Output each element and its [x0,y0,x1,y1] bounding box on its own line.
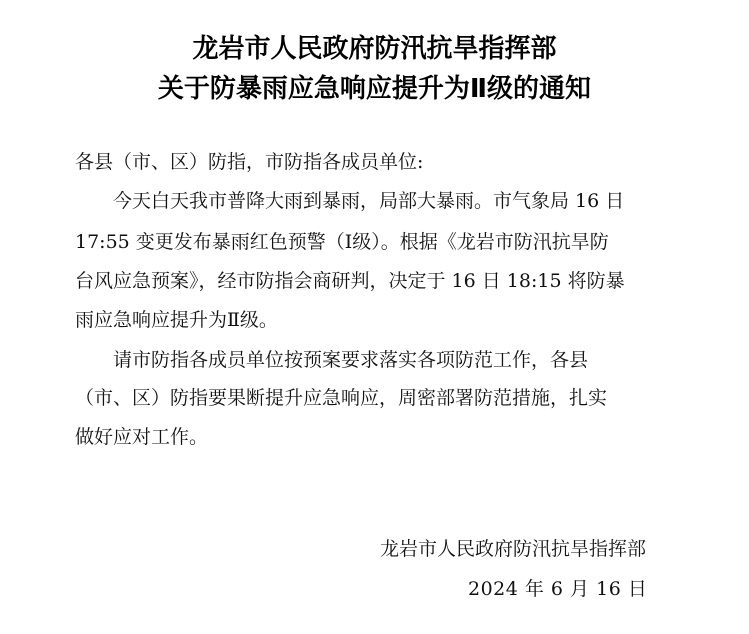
paragraph-1-line-4: 雨应急响应提升为Ⅱ级。 [75,309,278,331]
paragraph-1-line-3: 台风应急预案》，经市防指会商研判，决定于 16 日 18:15 将防暴 [75,270,625,292]
salutation: 各县（市、区）防指，市防指各成员单位: [75,151,424,173]
paragraph-2-line-2: （市、区）防指要果断提升应急响应，周密部署防范措施，扎实 [75,387,608,409]
paragraph-1-line-1: 今天白天我市普降大雨到暴雨，局部大暴雨。市气象局 16 日 [113,190,625,212]
signature-organization: 龙岩市人民政府防汛抗旱指挥部 [380,538,647,560]
document-title-line-2: 关于防暴雨应急响应提升为Ⅱ级的通知 [157,74,592,104]
paragraph-2-line-3: 做好应对工作。 [75,426,209,448]
document-title-line-1: 龙岩市人民政府防汛抗旱指挥部 [192,34,557,64]
signature-date: 2024 年 6 月 16 日 [468,578,648,600]
paragraph-1-line-2: 17:55 变更发布暴雨红色预警（Ⅰ级）。根据《龙岩市防汛抗旱防 [75,231,609,253]
paragraph-2-line-1: 请市防指各成员单位按预案要求落实各项防范工作，各县 [113,349,589,371]
